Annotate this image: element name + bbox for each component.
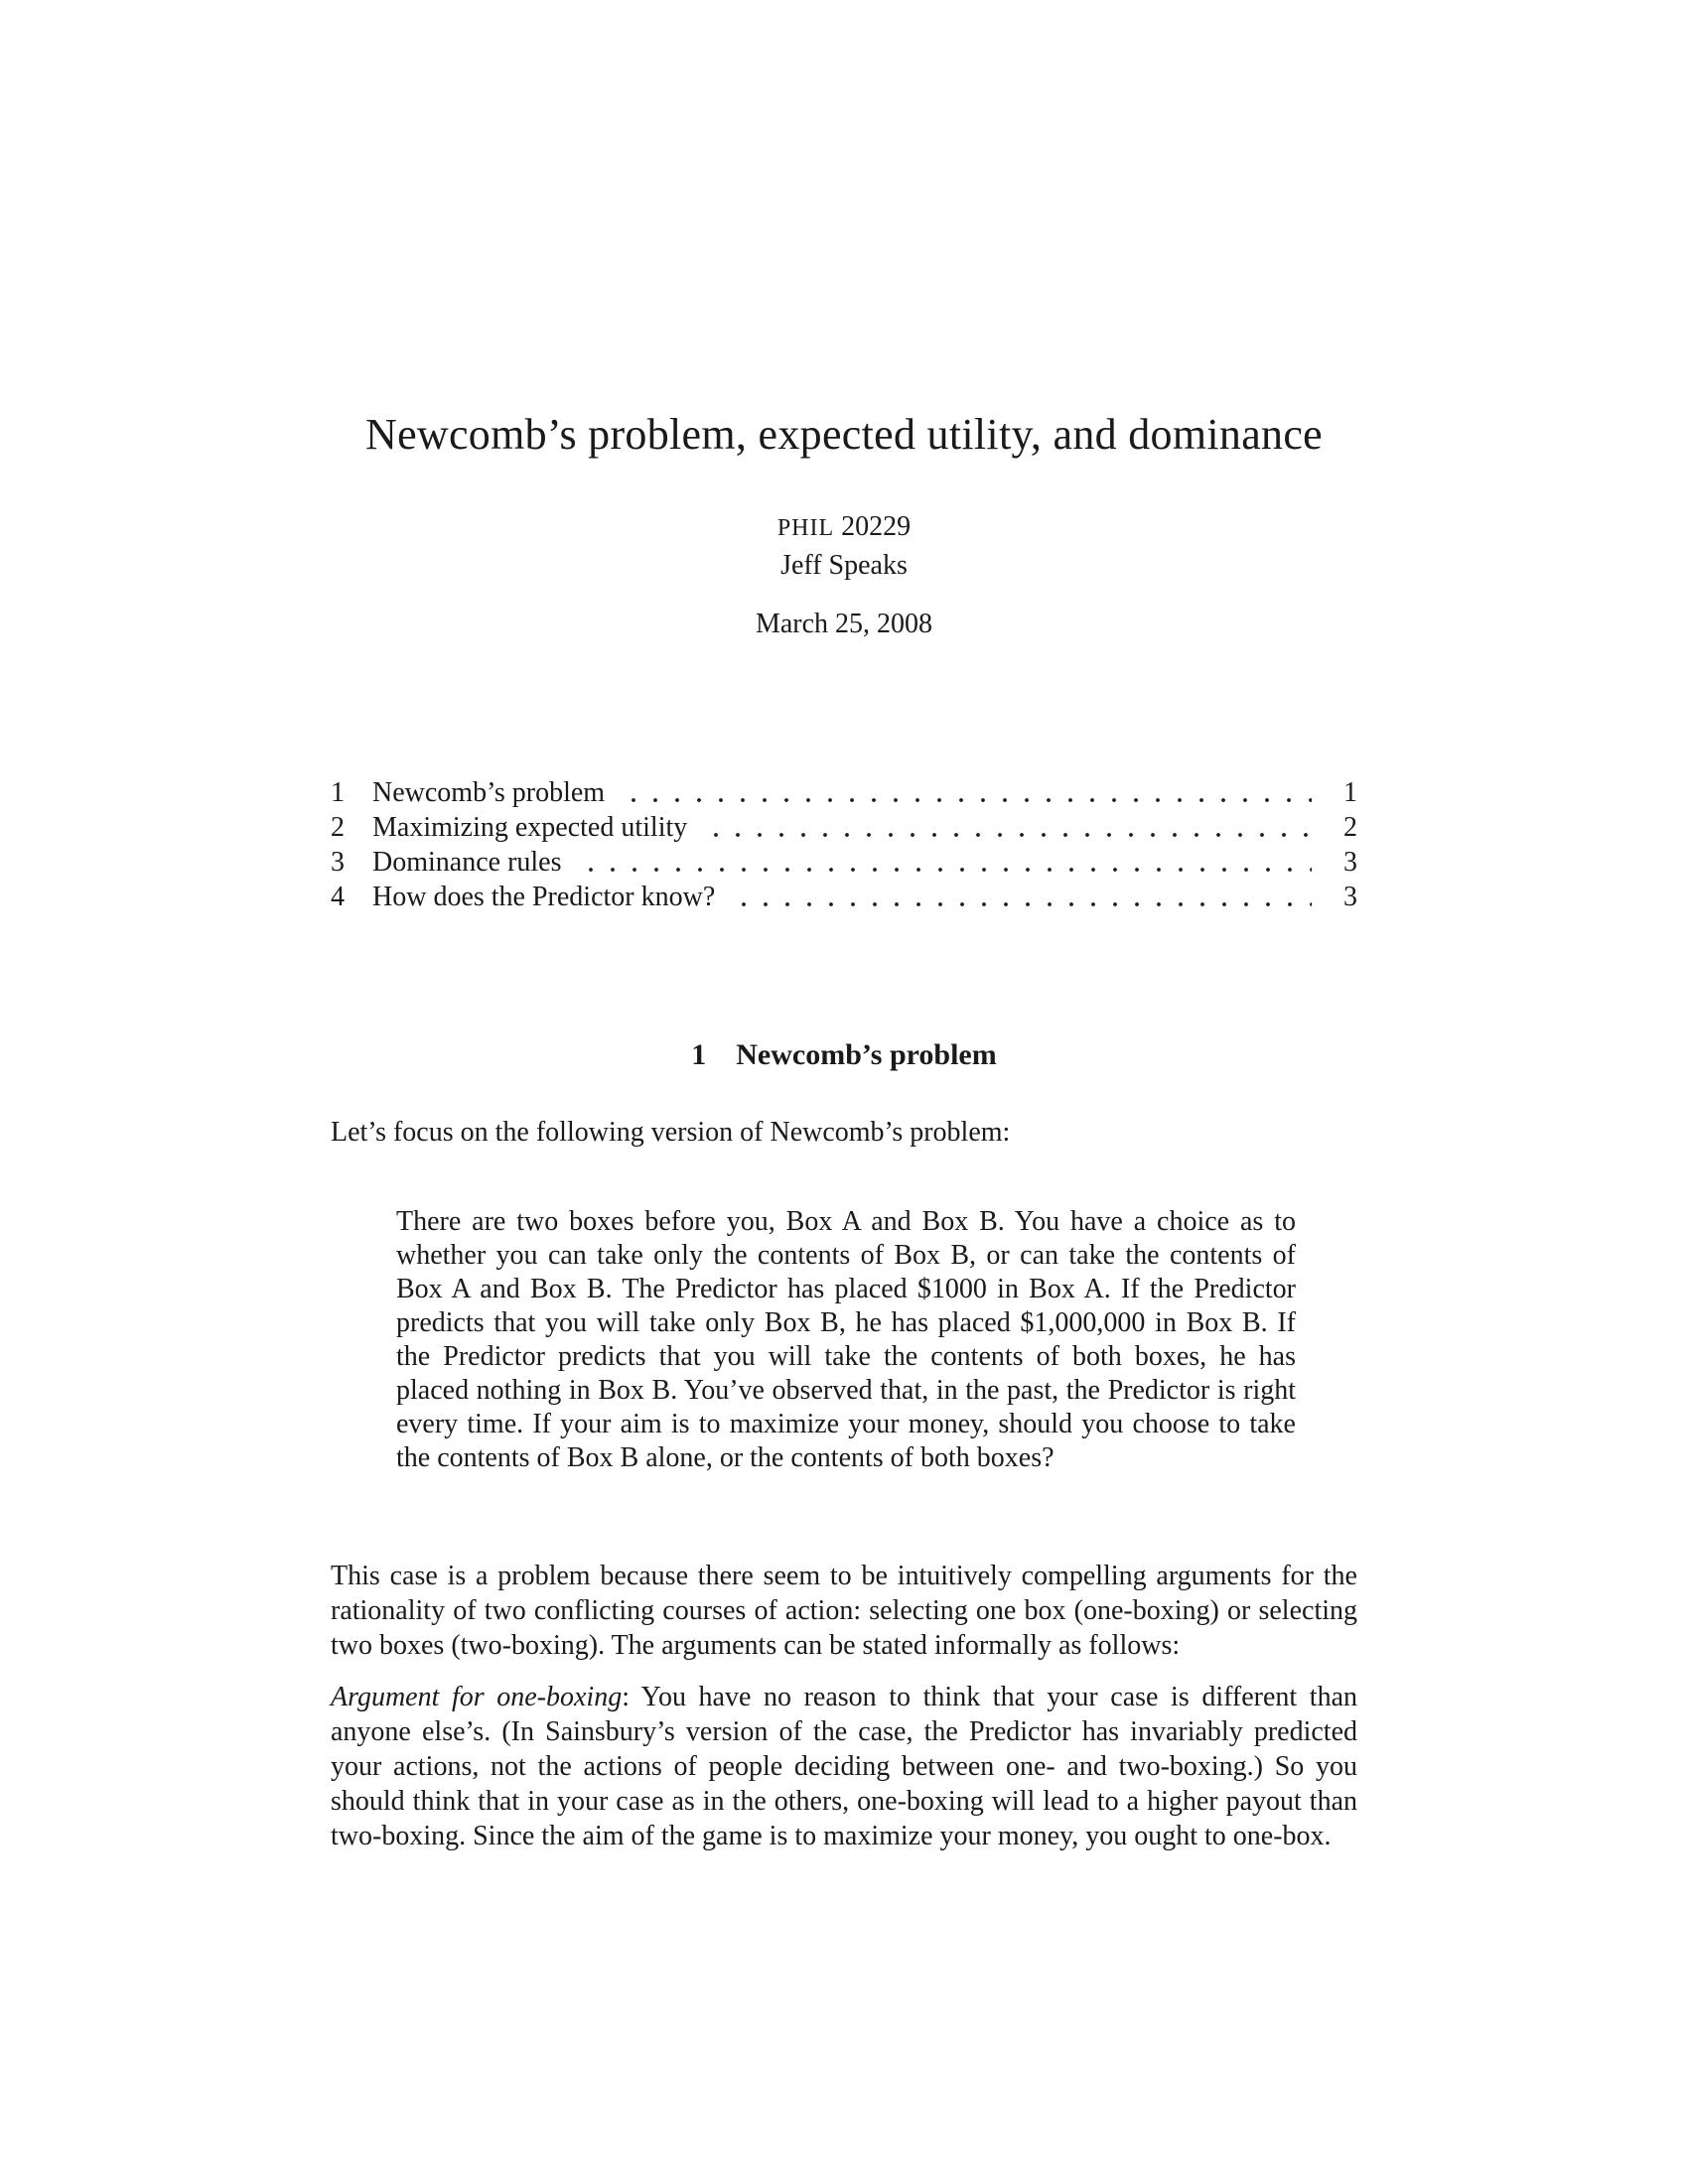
section-title: Newcomb’s problem [736, 1038, 997, 1071]
intro-paragraph: Let’s focus on the following version of Newcomb’s problem: [331, 1117, 1011, 1148]
toc-entry [331, 845, 1357, 880]
argument-rest: : You have no reason to think that your case is different than anyone else’s. (In Sainsbury’s version of the case, the Predictor has invariably predicted your actions, not the actions of people deciding between one- and two-boxing.) So you should think that in your case as in the others, one-boxing will lead to a higher payout than two-boxing. Since the aim of the game is to maximize your money, you ought to one-box. [331, 1682, 1357, 1851]
toc-entry-title: Newcomb’s problem [372, 777, 606, 808]
toc-entry-number: 3 [331, 847, 345, 878]
toc-entry-title: Dominance rules [372, 847, 562, 878]
toc-entry-title: How does the Predictor know? [372, 882, 716, 912]
toc-entry-number: 1 [331, 777, 345, 808]
toc-dot-leader [576, 845, 1313, 880]
course-code [331, 510, 1357, 545]
author-name: Jeff Speaks [780, 550, 908, 581]
page-title: Newcomb’s problem, expected utility, and dominance [365, 410, 1323, 459]
one-boxing-argument-paragraph [331, 1680, 1357, 1853]
toc-entry-page: 1 [1343, 777, 1357, 808]
discussion-paragraph: This case is a problem because there seem to be intuitively compelling arguments for the rationality of two conflicting courses of action: selecting one box (one-boxing) or selecting two boxes (two-boxing). The arguments can be stated informally as follows: [331, 1561, 1357, 1661]
toc-entry-number: 2 [331, 812, 345, 843]
toc-entry-page: 2 [1343, 812, 1357, 843]
course-number: 20229 [841, 511, 912, 542]
document-date: March 25, 2008 [755, 609, 933, 639]
toc-dot-leader [701, 810, 1312, 845]
toc-entry-title: Maximizing expected utility [372, 812, 688, 843]
toc-entry [331, 880, 1357, 914]
toc-entry-page: 3 [1343, 882, 1357, 912]
section-heading [331, 1035, 1357, 1075]
table-of-contents [331, 775, 1357, 914]
toc-dot-leader [729, 880, 1312, 914]
section-number: 1 [691, 1038, 707, 1071]
problem-quote: There are two boxes before you, Box A and Box B. You have a choice as to whether you can take only the contents of Box B, or can take the contents of Box A and Box B. The Predictor has placed $1000 in Box A. If the Predictor predicts that you will take only Box B, he has placed $1,000,000 in Box B. If the Predictor predicts that you will take the contents of both boxes, he has placed nothing in Box B. You’ve observed that, in the past, the Predictor is right every time. If your aim is to maximize your money, should you choose to take the contents of Box B alone, or the contents of both boxes? [396, 1206, 1296, 1473]
toc-entry-page: 3 [1343, 847, 1357, 878]
toc-entry [331, 775, 1357, 810]
toc-entry [331, 810, 1357, 845]
argument-lead-italic: Argument for one-boxing [331, 1682, 623, 1712]
text-column [331, 0, 1357, 2184]
toc-dot-leader [619, 775, 1312, 810]
toc-entry-number: 4 [331, 882, 345, 912]
course-prefix: PHIL [776, 515, 835, 541]
